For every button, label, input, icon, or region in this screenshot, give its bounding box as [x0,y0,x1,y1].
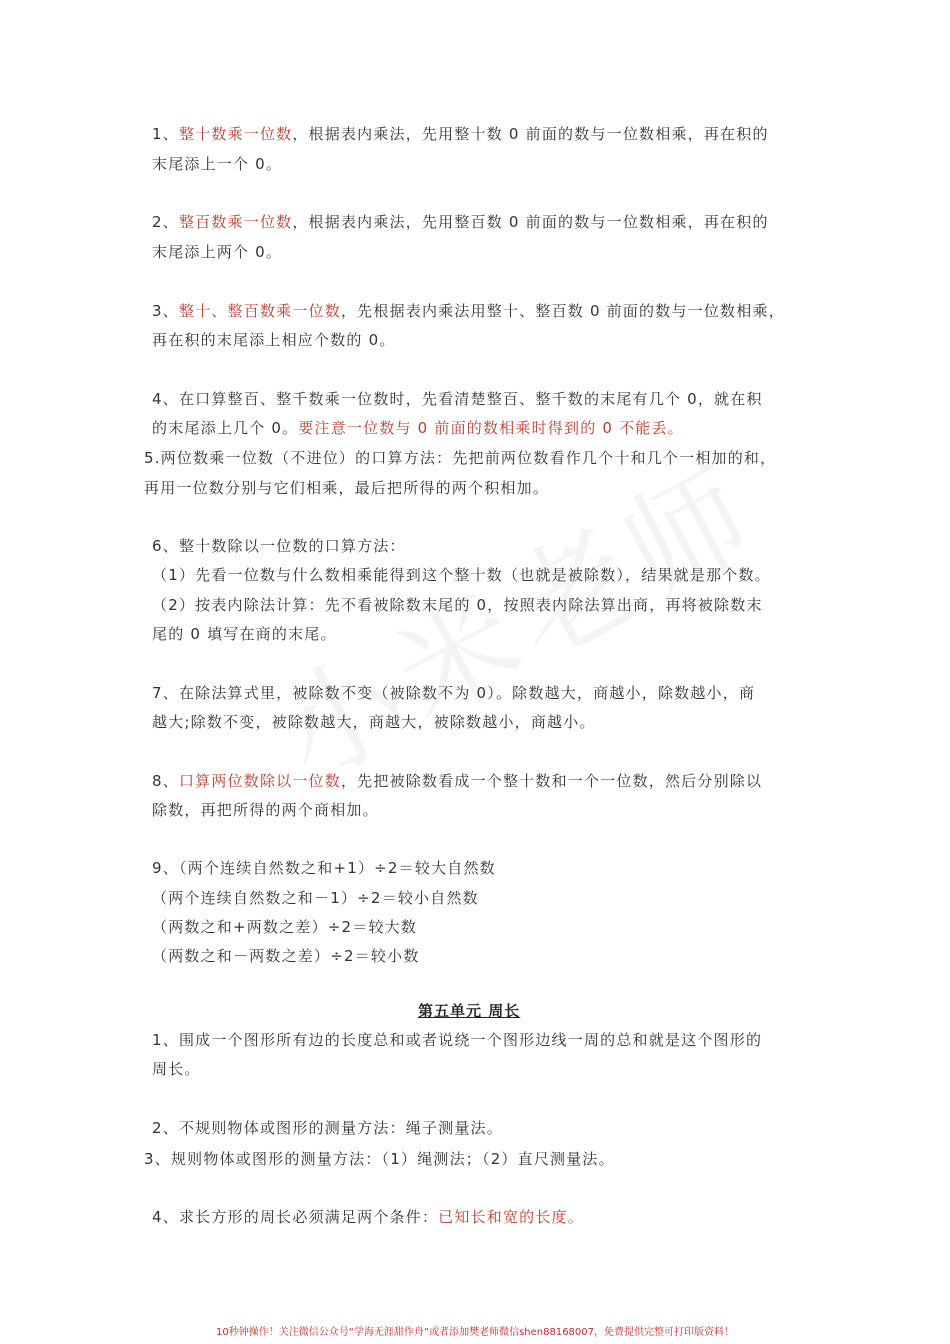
item-3-line-1: 3、整十、整百数乘一位数，先根据表内乘法用整十、整百数 0 前面的数与一位数相乘， [152,302,785,320]
unit5-item-3-line-1: 3、规则物体或图形的测量方法：（1）绳测法；（2）直尺测量法。 [144,1150,615,1168]
unit5-title: 第五单元 周长 [418,1002,521,1020]
item-7-line-2: 越大;除数不变，被除数越大，商越大，被除数越小，商越小。 [152,713,596,731]
item-3-line-2: 再在积的末尾添上相应个数的 0。 [152,331,396,349]
unit5-item-2-line-1: 2、不规则物体或图形的测量方法：绳子测量法。 [152,1119,503,1137]
item-1-line-2: 末尾添上一个 0。 [152,155,283,173]
highlight-note: 要注意一位数与 0 前面的数相乘时得到的 0 不能丢。 [298,419,684,437]
highlight-term: 口算两位数除以一位数 [178,772,341,790]
item-4-line-1: 4、在口算整百、整千数乘一位数时，先看清楚整百、整千数的末尾有几个 0，就在积 [152,390,763,408]
item-5-line-2: 再用一位数分别与它们相乘，最后把所得的两个积相加。 [144,479,550,497]
item-9-line-2: （两个连续自然数之和－1）÷2＝较小自然数 [152,889,479,907]
highlight-condition: 已知长和宽的长度。 [438,1208,584,1226]
unit5-item-1-line-1: 1、围成一个图形所有边的长度总和或者说绕一个图形边线一周的总和就是这个图形的 [152,1031,763,1049]
footer-promo: 10秒钟操作！关注微信公众号“学海无涯甜作舟”或者添加樊老师微信shen88168007，免费提供完整可打印版资料！ [215,1327,735,1338]
item-6-line-3: （2）按表内除法计算：先不看被除数末尾的 0，按照表内除法算出商，再将被除数末 [152,596,763,614]
item-8-line-2: 除数，再把所得的两个商相加。 [152,801,379,819]
item-5-line-1: 5.两位数乘一位数（不进位）的口算方法：先把前两位数看作几个十和几个一相加的和， [144,449,777,467]
unit5-item-4-line-1: 4、求长方形的周长必须满足两个条件：已知长和宽的长度。 [152,1208,584,1226]
item-2-line-1: 2、整百数乘一位数，根据表内乘法，先用整百数 0 前面的数与一位数相乘，再在积的 [152,213,769,231]
unit5-item-1-line-2: 周长。 [152,1060,201,1078]
item-9-line-3: （两数之和+两数之差）÷2＝较大数 [152,918,418,936]
item-9-line-4: （两数之和－两数之差）÷2＝较小数 [152,947,420,965]
highlight-term: 整十数乘一位数 [178,125,293,143]
item-6-line-4: 尾的 0 填写在商的末尾。 [152,625,337,643]
item-6-line-2: （1）先看一位数与什么数相乘能得到这个整十数（也就是被除数），结果就是那个数。 [152,566,771,584]
item-2-line-2: 末尾添上两个 0。 [152,243,283,261]
watermark [260,446,780,805]
item-9-line-1: 9、（两个连续自然数之和+1）÷2＝较大自然数 [152,859,496,877]
highlight-term: 整十、整百数乘一位数 [178,302,341,320]
item-1-line-1: 1、整十数乘一位数，根据表内乘法，先用整十数 0 前面的数与一位数相乘，再在积的 [152,125,769,143]
item-4-line-2: 的末尾添上几个 0。要注意一位数与 0 前面的数相乘时得到的 0 不能丢。 [152,419,684,437]
item-6-line-1: 6、整十数除以一位数的口算方法： [152,537,406,555]
item-7-line-1: 7、在除法算式里，被除数不变（被除数不为 0）。除数越大，商越小，除数越小，商 [152,684,756,702]
item-8-line-1: 8、口算两位数除以一位数，先把被除数看成一个整十数和一个一位数，然后分别除以 [152,772,763,790]
highlight-term: 整百数乘一位数 [178,213,293,231]
